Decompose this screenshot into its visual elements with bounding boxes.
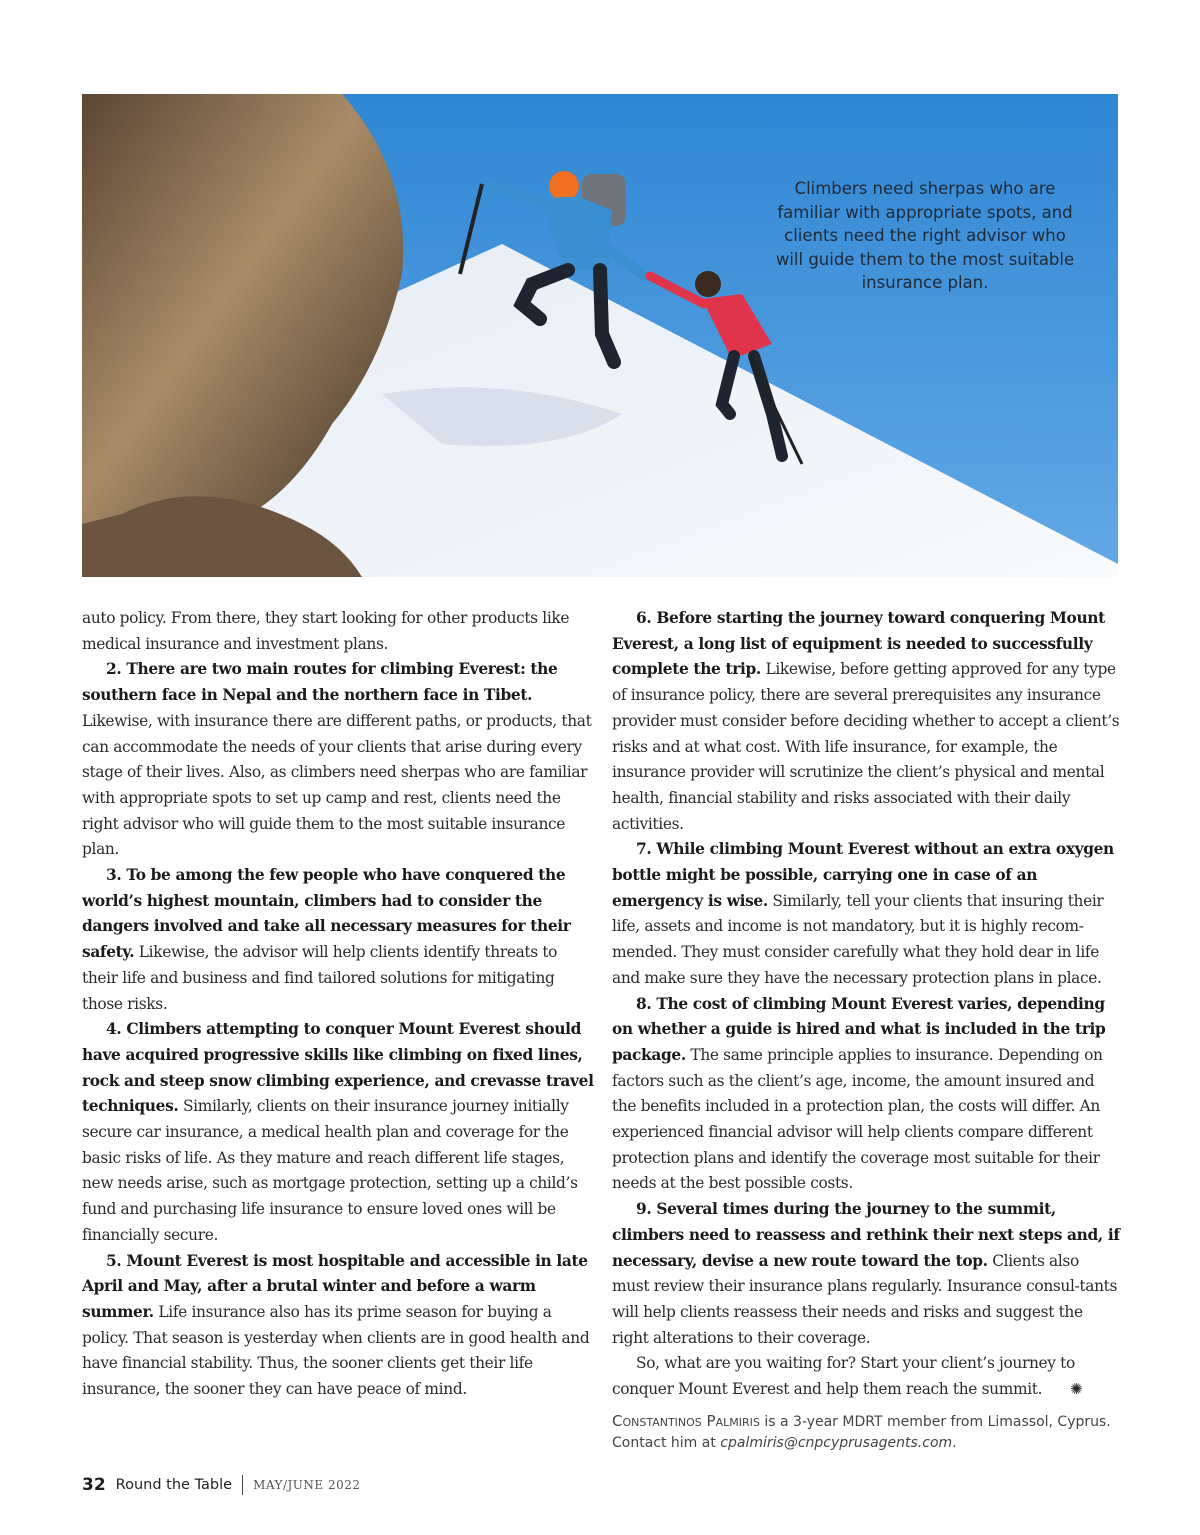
photo-caption: Climbers need sherpas who are familiar with appropriate spots, and clients need the right advisor who will guide them to the most suitable insurance plan. — [775, 179, 1075, 292]
issue-date: MAY/JUNE 2022 — [253, 1478, 361, 1492]
paragraph-1: auto policy. From there, they start looking for other products like medical insurance and investment plans. — [82, 609, 570, 653]
point-9-heading: 9. Several times during the journey to the summit, climbers need to reassess and rethink their next steps and, if necessary, devise a new route toward the top. — [612, 1200, 1120, 1270]
paragraph-8 — [612, 992, 1120, 1198]
point-6-heading: 6. Before starting the journey toward conquering Mount Everest, a long list of equipment is needed to successfully complete the trip. — [612, 609, 1105, 679]
author-bio: Constantinos Palmiris is a 3-year MDRT member from Limassol, Cyprus. Contact him at cpalmiris@cnpcyprusagents.com. — [612, 1411, 1111, 1451]
paragraph-4 — [82, 1017, 594, 1248]
point-3-text: Likewise, the advisor will help clients identify threats to their life and business and find tailored solutions for mitigating those risks. — [82, 943, 558, 1013]
hero-photo — [82, 94, 1118, 577]
paragraph-10 — [612, 1351, 1120, 1402]
paragraph-6 — [612, 606, 1120, 837]
point-8-heading: 8. The cost of climbing Mount Everest varies, depending on whether a guide is hired and what is included in the trip package. — [612, 994, 1106, 1064]
author-description: is a 3-year MDRT member from Limassol, Cyprus. Contact him at — [612, 1413, 1111, 1451]
page-footer — [82, 1473, 361, 1497]
closing-text: So, what are you waiting for? Start your client’s journey to conquer Mount Everest and help them reach the summit. — [612, 1354, 1075, 1399]
paragraph-3 — [82, 863, 594, 1017]
point-7-heading: 7. While climbing Mount Everest without an extra oxygen bottle might be possible, carrying one in case of an emergency is wise. — [612, 840, 1114, 910]
point-8-text: The same principle applies to insurance. Depending on factors such as the client’s age, income, the amount insured and the benefits included in a protection plan, the costs will differ. An experienced financial advisor will help clients compare different protection plans and identify the coverage most suitable for their needs at the best possible costs. — [612, 1045, 1103, 1193]
paragraph-2 — [82, 657, 594, 863]
paragraph-5 — [82, 1249, 594, 1403]
page-number: 32 — [82, 1475, 106, 1495]
point-3-heading: 3. To be among the few people who have conquered the world’s highest mountain, climbers had to consider the dangers involved and take all necessary measures for their safety. — [82, 866, 571, 962]
author-name: Constantinos Palmiris — [612, 1411, 760, 1430]
author-email[interactable]: cpalmiris@cnpcyprusagents.com — [720, 1434, 953, 1451]
end-mark-icon: ✺ — [1070, 1380, 1083, 1399]
point-9-text: Clients also must review their insurance plans regularly. Insurance consul-tants will help clients reassess their needs and risks and suggest the right alterations to their coverage. — [612, 1251, 1118, 1347]
right-column — [612, 606, 1120, 1454]
left-column — [82, 606, 594, 1403]
point-2-text: Likewise, with insurance there are different paths, or products, that can accommodate the needs of your clients that arise during every stage of their lives. Also, as climbers need sherpas who are familiar with appropriate spots to set up camp and rest, clients need the right advisor who will guide them to the most suitable insurance plan. — [82, 711, 592, 859]
paragraph-9 — [612, 1197, 1120, 1351]
point-6-text: Likewise, before getting approved for any type of insurance policy, there are several prerequisites any insurance provider must consider before deciding whether to accept a client’s risks and at what cost. With life insurance, for example, the insurance provider will scrutinize the client’s physical and mental health, financial stability and risks associated with their daily activities. — [612, 660, 1120, 833]
footer-divider — [242, 1475, 243, 1495]
paragraph-7 — [612, 837, 1120, 991]
point-5-heading: 5. Mount Everest is most hospitable and accessible in late April and May, after a brutal winter and before a warm summer. — [82, 1251, 588, 1321]
point-5-text: Life insurance also has its prime season for buying a policy. That season is yesterday when clients are in good health and have financial stability. Thus, the sooner clients get their life insurance, the sooner they can have peace of mind. — [82, 1302, 590, 1399]
point-2-heading: 2. There are two main routes for climbing Everest: the southern face in Nepal and the northern face in Tibet. — [82, 660, 558, 705]
publication-name: Round the Table — [115, 1477, 233, 1493]
point-4-text: Similarly, clients on their insurance journey initially secure car insurance, a medical health plan and coverage for the basic risks of life. As they mature and reach different life stages, new needs arise, such as mortgage protection, setting up a child’s fund and purchasing life insurance to ensure loved ones will be financially secure. — [82, 1097, 578, 1244]
point-7-text: Similarly, tell your clients that insuring their life, assets and income is not mandatory, but it is highly recom-mended. They must consider carefully what they hold dear in life and make sure they have the necessary protection plans in place. — [612, 891, 1104, 987]
point-4-heading: 4. Climbers attempting to conquer Mount Everest should have acquired progressive skills like climbing on fixed lines, rock and steep snow climbing experience, and crevasse travel techniques. — [82, 1020, 594, 1116]
